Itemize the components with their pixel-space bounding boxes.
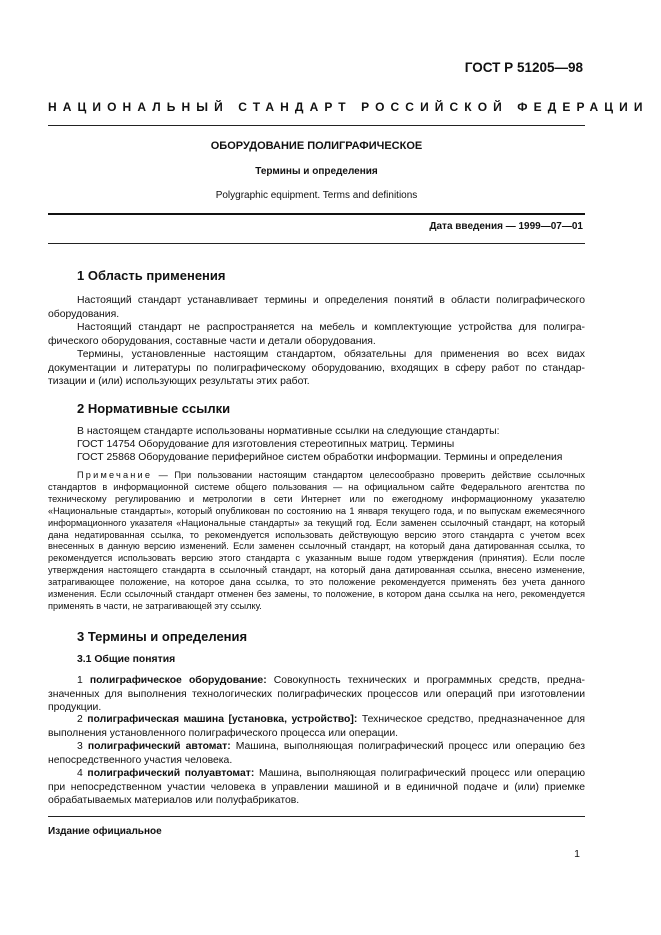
- document-title: ОБОРУДОВАНИЕ ПОЛИГРАФИЧЕСКОЕ: [210, 140, 423, 152]
- term-name: полиграфический автомат:: [87, 741, 231, 752]
- term-entry: 4 полиграфический полуавтомат: Машина, выполняющая полиграфический процесс или операцию при непосредственном участии человека в управлении машиной и в единичной подаче и (или) приемке обрабатываемых материалов или полуфабрикатов.: [48, 768, 585, 807]
- term-name: полиграфическая машина [установка, устройство]:: [87, 714, 358, 725]
- national-standard-banner: НАЦИОНАЛЬНЫЙ СТАНДАРТ РОССИЙСКОЙ ФЕДЕРАЦИИ: [48, 100, 649, 114]
- document-code: ГОСТ Р 51205—98: [464, 60, 583, 75]
- divider-title: [48, 213, 585, 215]
- divider-top: [48, 125, 585, 126]
- english-title: Polygraphic equipment. Terms and definitions: [215, 190, 418, 201]
- section-1-paragraph: Настоящий стандарт устанавливает термины и определения понятий в области полиграфического оборудования.: [48, 295, 585, 320]
- term-entry: 1 полиграфическое оборудование: Совокупность технических и программных средств, предназначенных для выполнения технологических полиграфических процессов или операций при изготовлении продукции.: [48, 675, 586, 714]
- note-label: Примечание: [77, 470, 153, 480]
- section-3-heading: 3 Термины и определения: [77, 629, 248, 644]
- term-name: полиграфическое оборудование:: [89, 675, 267, 686]
- introduction-date: Дата введения — 1999—07—01: [429, 221, 583, 232]
- section-1-paragraph: Настоящий стандарт не распространяется на мебель и комплектующие устройства для полиграфического оборудования, составные части и детали оборудования.: [48, 322, 585, 347]
- reference-item: ГОСТ 14754 Оборудование для изготовления стереотипных матриц. Термины: [77, 439, 455, 450]
- term-name: полиграфический полуавтомат:: [87, 768, 255, 779]
- term-entry: 2 полиграфическая машина [установка, устройство]: Техническое средство, предназначенное для выполнения установленного полиграфического процесса или операции.: [48, 714, 586, 739]
- term-entry: 3 полиграфический автомат: Машина, выполняющая полиграфический процесс или операцию без непосредственного участия человека.: [48, 741, 585, 766]
- section-1-heading: 1 Область применения: [77, 268, 226, 283]
- divider-date: [48, 243, 585, 244]
- note-text: — При пользовании настоящим стандартом целесообразно проверить действие ссылочных стандартов в информационной системе общего пользования — на официальном сайте Федерального агентства по техническому регулированию и метрологии в сети Интернет или по ежегодному информационному указателю «Национальные стандарты», который опубликован по состоянию на 1 января текущего года, и по выпускам ежемесячного информационного указателя «Национальные стандарты» за текущий год. Если заменен ссылочный стандарт, на который дана недатированная ссылка, то рекомендуется использовать действующую версию этого стандарта с учетом всех внесенных в данную версию изменений. Если заменен ссылочный стандарт, на который дана датированная ссылка, то рекомендуется использовать версию этого стандарта с указанным выше годом утверждения (принятия). Если после утверждения настоящего стандарта в ссылочный стандарт, на который дана датированная ссылка, внесено изменение, затрагивающее положение, на которое дана ссылка, то это положение рекомендуется применять без учета данного изменения. Если ссылочный стандарт отменен без замены, то положение, в котором дана ссылка на него, рекомендуется применять в части, не затрагивающей эту ссылку.: [48, 470, 585, 611]
- divider-footer: [48, 816, 585, 817]
- edition-note: Издание официальное: [48, 826, 162, 837]
- subsection-heading: 3.1 Общие понятия: [77, 654, 176, 665]
- reference-note: [48, 470, 585, 613]
- references-intro: В настоящем стандарте использованы нормативные ссылки на следующие стандарты:: [77, 426, 500, 437]
- reference-item: ГОСТ 25868 Оборудование периферийное систем обработки информации. Термины и определения: [77, 452, 563, 463]
- document-subtitle: Термины и определения: [255, 166, 378, 177]
- section-2-heading: 2 Нормативные ссылки: [77, 401, 231, 416]
- section-1-paragraph: Термины, установленные настоящим стандартом, обязательны для применения во всех видах документации и литературы по полиграфическому оборудованию, входящих в сферу работ по стандартизации и (или) использующих результаты этих работ.: [48, 349, 585, 388]
- page-number: 1: [574, 848, 580, 860]
